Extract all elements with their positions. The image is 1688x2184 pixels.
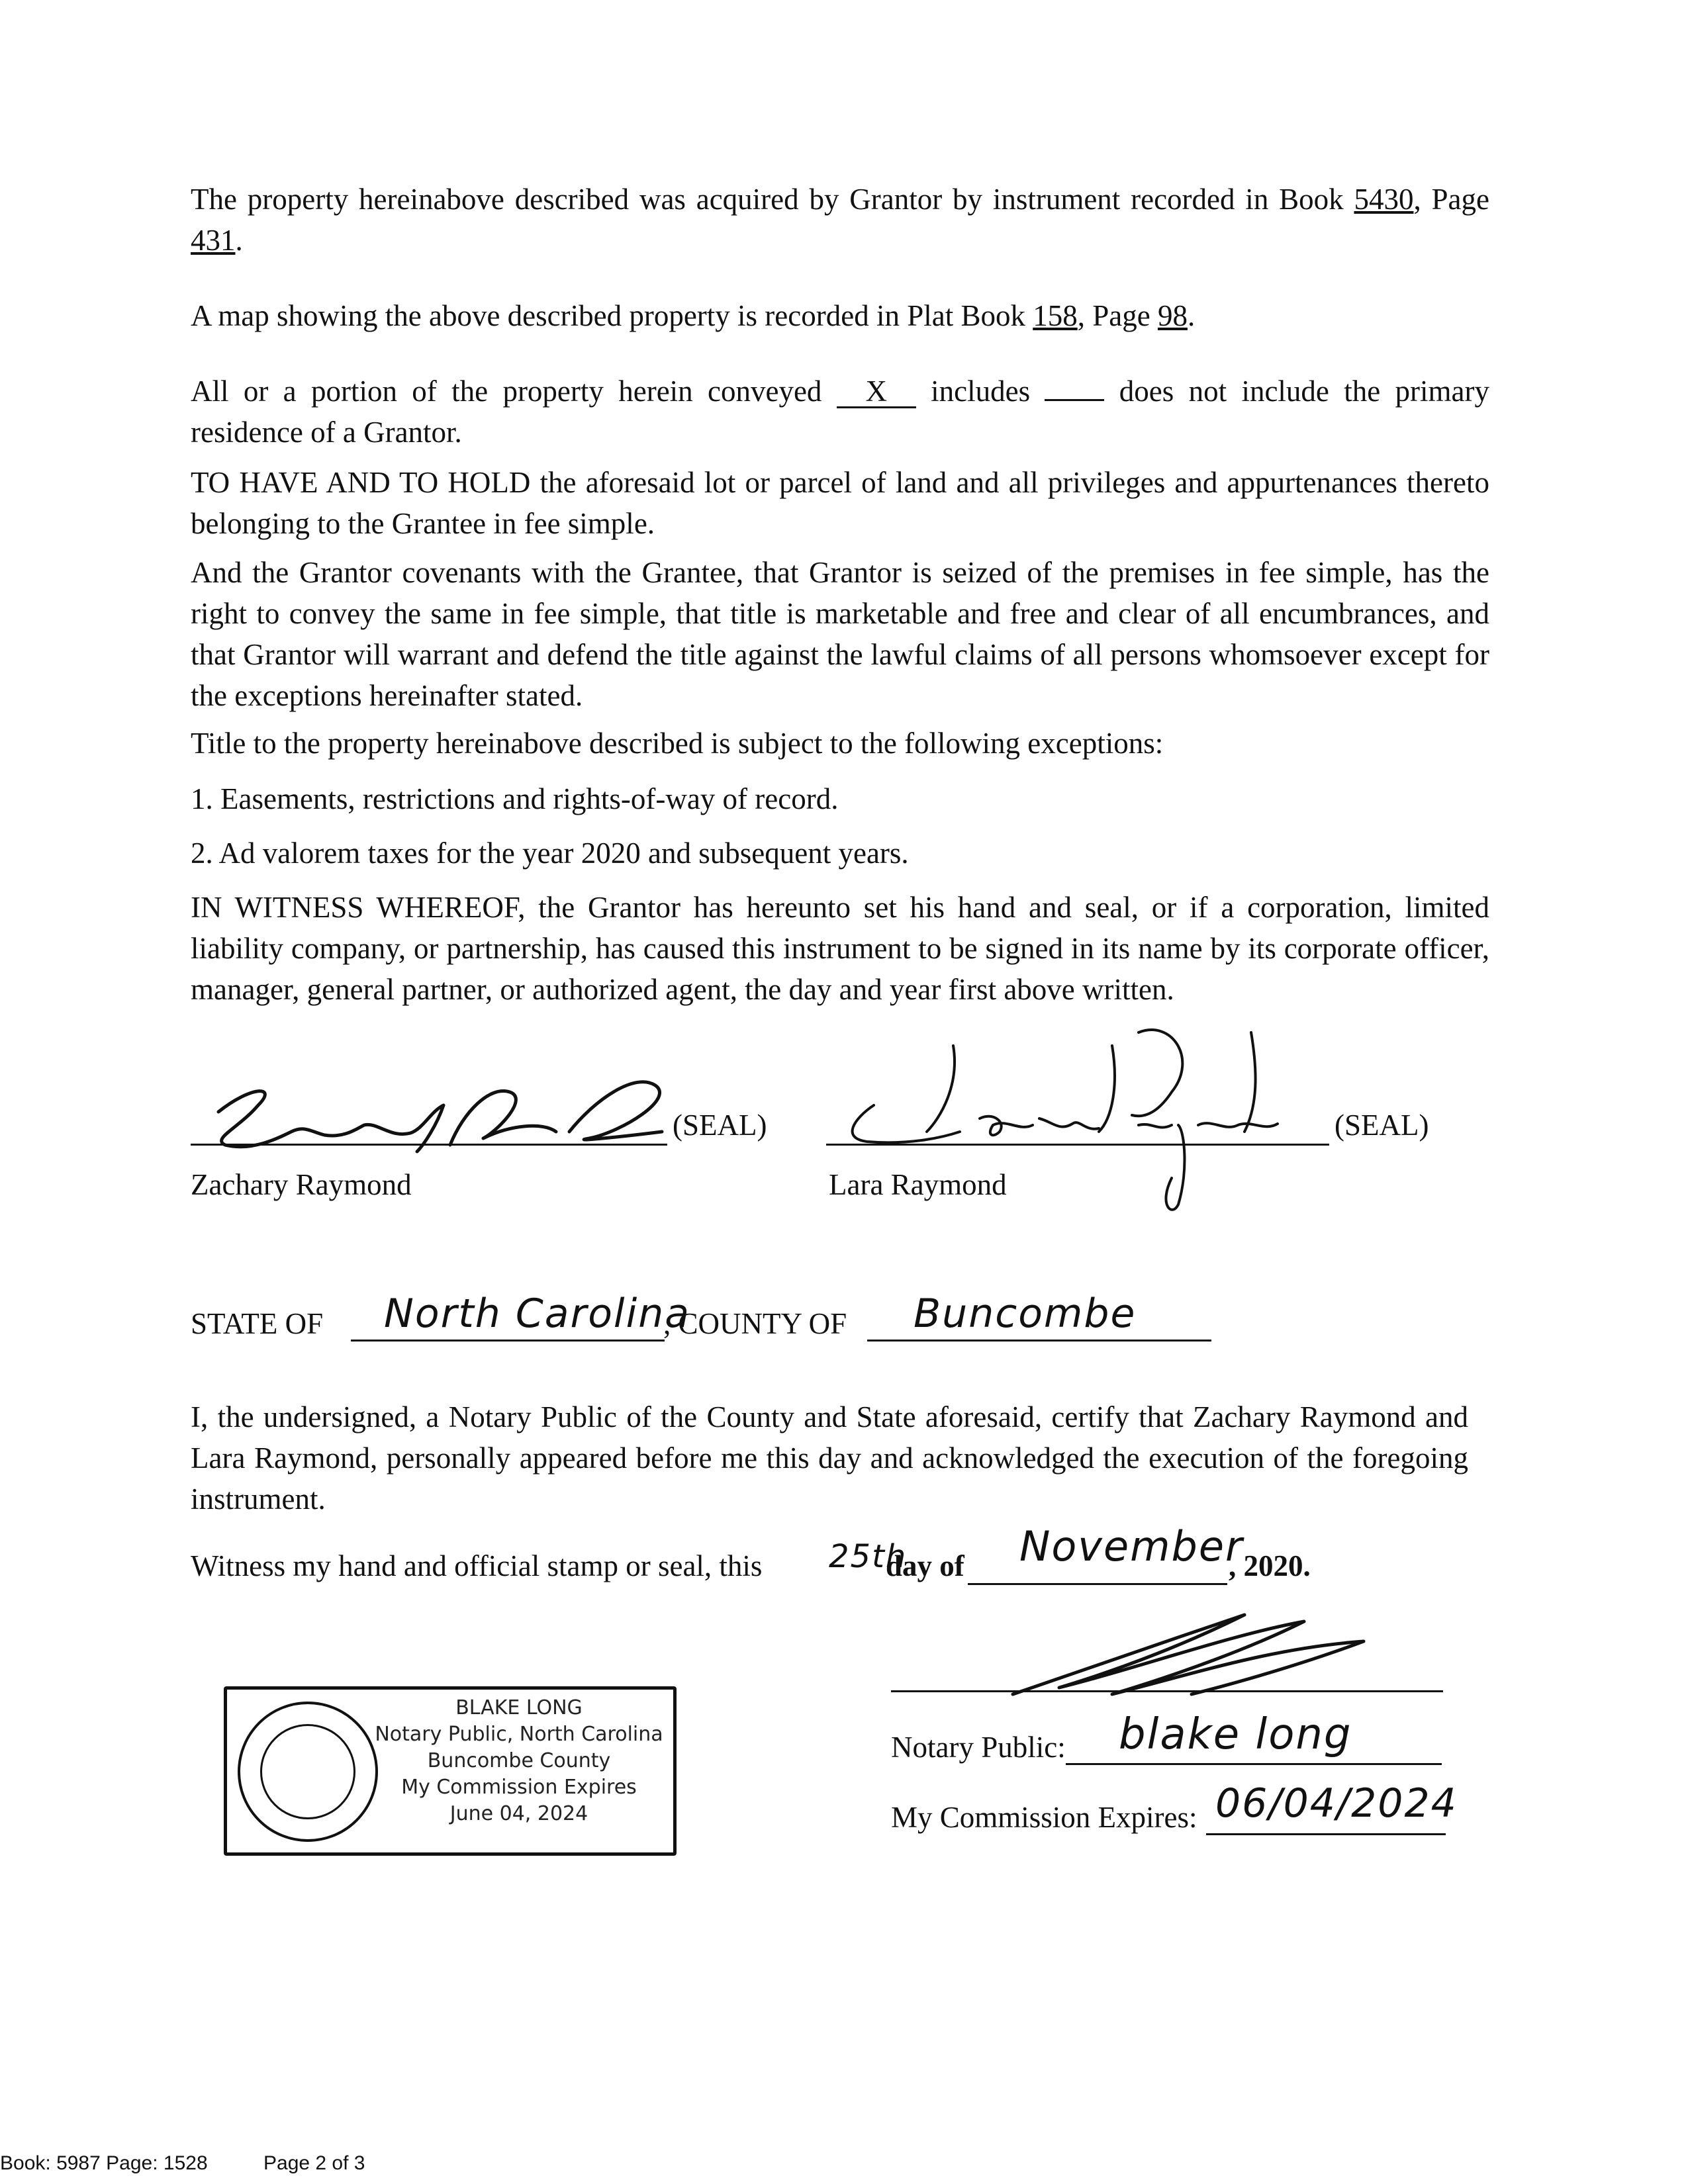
residence-text: All or a portion of the property herein conveyed: [191, 375, 837, 408]
acquisition-text: The property hereinabove described was acquired by Grantor by instrument recorded in Book: [191, 183, 1354, 216]
covenants-paragraph: And the Grantor covenants with the Grantee, that Grantor is seized of the premises in fee simple, has the right to convey the same in fee simple, that title is marketable and free and clear of all encumbrances, and that Grantor will warrant and defend the title against the lawful claims of all persons whomsoever except for the exceptions hereinafter stated.: [191, 556, 1489, 712]
grantor-signature-line[interactable]: [826, 1144, 1329, 1146]
stamp-line: June 04, 2024: [449, 1802, 588, 1825]
acquisition-page-label: , Page: [1413, 183, 1489, 216]
plat-end: .: [1187, 299, 1196, 332]
residence-paragraph: [191, 371, 1489, 453]
acquisition-book: 5430: [1354, 183, 1414, 216]
footer-book: [0, 2152, 208, 2175]
not-includes-label: does not include the primary residence of a Grantor.: [191, 375, 1489, 449]
acquisition-paragraph: [191, 179, 1489, 261]
notary-stamp: [224, 1686, 677, 1856]
witness-date-text: Witness my hand and official stamp or seal, this: [191, 1549, 763, 1582]
state-value: North Carolina: [384, 1291, 691, 1337]
notary-public-label: Notary Public:: [891, 1731, 1066, 1764]
includes-label: includes: [915, 375, 1045, 408]
county-value: Buncombe: [914, 1291, 1137, 1337]
footer-page-of: Page 2 of 3: [263, 2152, 365, 2174]
plat-page: 98: [1157, 299, 1188, 332]
day-of-label: day of: [886, 1549, 964, 1582]
notary-public-field-line[interactable]: [1066, 1763, 1442, 1765]
exception-item: 2. Ad valorem taxes for the year 2020 and subsequent years.: [191, 837, 909, 870]
county-field-line[interactable]: [867, 1340, 1211, 1342]
acquisition-end: .: [235, 224, 243, 257]
year-text: , 2020.: [1229, 1549, 1311, 1582]
grantor-signature-line[interactable]: [191, 1144, 667, 1146]
plat-text: A map showing the above described property is recorded in Plat Book: [191, 299, 1033, 332]
commission-expires-label: My Commission Expires:: [891, 1801, 1197, 1834]
commission-expires-value: 06/04/2024: [1215, 1780, 1458, 1827]
stamp-line: My Commission Expires: [401, 1776, 637, 1799]
seal-label: (SEAL): [673, 1109, 767, 1142]
day-value: 25th: [829, 1538, 908, 1575]
county-label: , COUNTY OF: [663, 1307, 847, 1340]
zachary-signature: [199, 1059, 675, 1171]
grantor-name: Zachary Raymond: [191, 1168, 412, 1201]
includes-checkbox-field[interactable]: X: [837, 376, 916, 408]
commission-expires-field-line[interactable]: [1206, 1833, 1446, 1835]
exceptions-intro: Title to the property hereinabove described is subject to the following exceptions:: [191, 727, 1164, 760]
notary-public-value: blake long: [1119, 1710, 1352, 1759]
acquisition-page: 431: [191, 224, 236, 257]
notary-signature-line[interactable]: [891, 1690, 1443, 1692]
plat-book: 158: [1033, 299, 1078, 332]
stamp-text: [363, 1695, 675, 1827]
stamp-line: Notary Public, North Carolina: [375, 1723, 663, 1746]
not-includes-checkbox-field[interactable]: [1045, 399, 1104, 401]
month-value: November: [1019, 1522, 1244, 1570]
plat-paragraph: [191, 295, 1489, 336]
stamp-line: Buncombe County: [427, 1749, 611, 1772]
witness-clause: IN WITNESS WHEREOF, the Grantor has hereunto set his hand and seal, or if a corporation, limited liability company, or partnership, has caused this instrument to be signed in its name by its corporate officer, manager, general partner, or authorized agent, the day and year first above written.: [191, 891, 1489, 1006]
footer-book-label: Book:: [0, 2152, 51, 2174]
state-seal-icon: [238, 1702, 378, 1842]
grantor-name: Lara Raymond: [829, 1168, 1007, 1201]
stamp-line: BLAKE LONG: [455, 1696, 583, 1719]
footer-page-label: Page:: [106, 2152, 158, 2174]
exception-item: 1. Easements, restrictions and rights-of-way of record.: [191, 782, 839, 815]
month-field-line[interactable]: [968, 1583, 1227, 1585]
plat-page-label: , Page: [1077, 299, 1158, 332]
footer-book-number: 5987: [56, 2152, 101, 2174]
state-field-line[interactable]: [351, 1340, 665, 1342]
state-label: STATE OF: [191, 1307, 324, 1340]
habendum-paragraph: TO HAVE AND TO HOLD the aforesaid lot or parcel of land and all privileges and appurtenances thereto belonging to the Grantee in fee simple.: [191, 466, 1489, 540]
seal-label: (SEAL): [1335, 1109, 1429, 1142]
footer-page-number: 1528: [163, 2152, 208, 2174]
certification-paragraph: I, the undersigned, a Notary Public of the County and State aforesaid, certify that Zachary Raymond and Lara Raymond, personally appeared before me this day and acknowledged the execution of the foregoing instrument.: [191, 1400, 1468, 1516]
